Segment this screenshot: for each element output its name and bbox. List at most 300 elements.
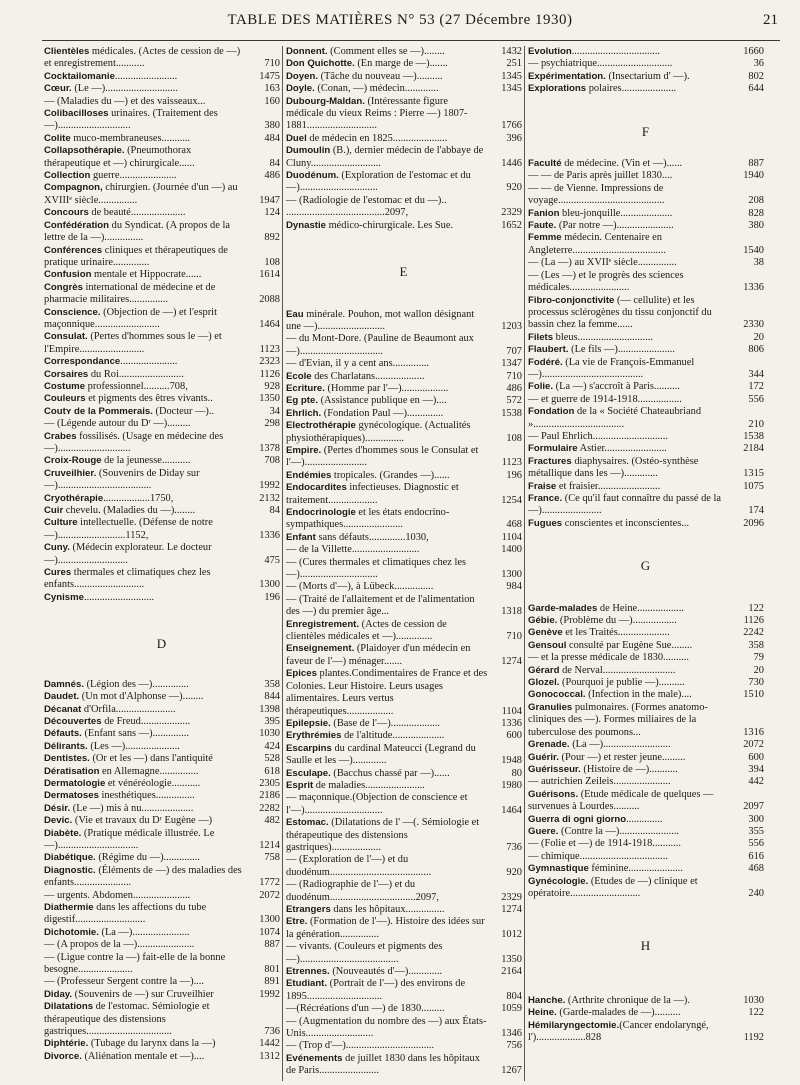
entry-description: (Fondation Paul —).............. [321, 407, 444, 419]
entry-page-number: 468 [506, 519, 522, 531]
entry-description: de médecin en 1825..................... [306, 132, 448, 144]
entry-page-number: 2330 [743, 319, 764, 331]
entry-description: — (Morts d'—), à Lübeck............... [286, 581, 434, 593]
index-entry [44, 1051, 280, 1063]
index-entry [286, 1003, 522, 1015]
index-entry [528, 183, 764, 208]
entry-headword: Crabes [44, 430, 77, 442]
entry-text [286, 371, 522, 383]
entry-page-number: 1510 [743, 689, 764, 701]
entry-page-number: 1300 [259, 914, 280, 926]
entry-text [44, 778, 280, 790]
entry-page-number: 756 [506, 1040, 522, 1052]
entry-text [44, 1051, 280, 1063]
entry-page-number: 2184 [743, 443, 764, 455]
entry-page-number: 844 [264, 691, 280, 703]
entry-page-number: 380 [748, 220, 764, 232]
entry-text [528, 493, 764, 518]
entry-page-number: 1315 [743, 468, 764, 480]
entry-page-number: 1030 [743, 994, 764, 1006]
entry-text [44, 890, 280, 902]
entry-headword: Etrennes. [286, 966, 330, 978]
entry-page-number: 644 [748, 83, 764, 95]
entry-description: (Exploration de l'estomac et du —).............................. [286, 170, 471, 194]
entry-text [528, 1020, 764, 1045]
entry-page-number: 1254 [501, 494, 522, 506]
entry-headword: Evénements [286, 1052, 343, 1064]
entry-headword: Cuny. [44, 542, 70, 554]
entry-description: — psychiatrique............................. [528, 58, 673, 70]
entry-description: — (Professeur Sergent contre la —).... [44, 976, 204, 988]
index-entry [44, 455, 280, 467]
entry-text [286, 1040, 522, 1052]
entry-text [44, 1038, 280, 1050]
entry-text [44, 245, 280, 270]
entry-text [44, 307, 280, 332]
entry-text [44, 108, 280, 133]
index-entry [44, 96, 280, 108]
section-letter: H [640, 938, 652, 954]
index-entry [528, 603, 764, 615]
entry-description: pulmonaires. (Formes anatomo-cliniques des —). Formes miliaires de la tuberculose des poumons... [528, 701, 708, 738]
entry-text [528, 814, 764, 826]
entry-headword: Guérisons. [528, 788, 579, 800]
entry-description: (Bacchus chassé par —)...... [330, 767, 450, 779]
index-entry [528, 443, 764, 455]
spacer [528, 138, 764, 158]
entry-text [528, 640, 764, 652]
entry-description: (Le fils —)...................... [568, 344, 676, 356]
entry-text [286, 743, 522, 768]
entry-text [528, 652, 764, 664]
entry-headword: Divorce. [44, 1050, 82, 1062]
index-entry [44, 356, 280, 368]
entry-page-number: 1126 [259, 368, 280, 380]
entry-description: (Dilatations de l' —(. Sémiologie et thérapeutique des distensions gastriques)................... [286, 817, 480, 853]
entry-page-number: 2072 [743, 739, 764, 751]
spacer [44, 651, 280, 679]
entry-description: de Freud................... [101, 715, 191, 727]
entry-text [44, 989, 280, 1001]
entry-text [528, 776, 764, 788]
index-entry [286, 309, 522, 334]
entry-page-number: 707 [506, 345, 522, 357]
entry-headword: Escarpins [286, 742, 332, 754]
entry-description: muco-membraneuses........... [70, 132, 191, 144]
entry-headword: Diphtérie. [44, 1038, 89, 1050]
entry-headword: Etudiant. [286, 978, 328, 990]
entry-description: — (Cures thermales et climatiques chez les —).............................. [286, 556, 467, 581]
entry-page-number: 2282 [259, 802, 280, 814]
entry-headword: Corsaires [44, 368, 89, 380]
entry-text [528, 394, 764, 406]
entry-text [44, 803, 280, 815]
entry-headword: Eau [286, 308, 304, 320]
index-entry [528, 826, 764, 838]
entry-description: — et guerre de 1914-1918................. [528, 393, 682, 405]
entry-description: — — de Paris après juillet 1830.... [528, 170, 673, 182]
entry-headword: Clientèles [44, 46, 90, 57]
entry-text [44, 331, 280, 356]
entry-page-number: 1992 [259, 988, 280, 1000]
entry-description: — (A propos de la —)...................... [44, 939, 195, 951]
entry-description: ...................... [120, 356, 178, 368]
entry-text [44, 220, 280, 245]
entry-page-number: 36 [753, 58, 764, 70]
index-entry [44, 815, 280, 827]
spacer [528, 530, 764, 560]
index-entry [286, 532, 522, 544]
entry-headword: Fondation [528, 406, 575, 418]
entry-text [528, 344, 764, 356]
entry-text [286, 207, 522, 219]
entry-headword: Eg pte. [286, 395, 318, 407]
entry-description: et fraisier........................ [556, 480, 661, 492]
entry-page-number: 804 [506, 990, 522, 1002]
index-entry [44, 1038, 280, 1050]
entry-text [528, 232, 764, 257]
entry-text [528, 332, 764, 344]
entry-text [44, 145, 280, 170]
entry-description: (Homme par l'—).................. [324, 382, 449, 394]
index-entry [44, 269, 280, 281]
entry-text [528, 220, 764, 232]
entry-page-number: 174 [748, 505, 764, 517]
entry-text [286, 966, 522, 978]
entry-description: — de la Villette.......................... [286, 544, 420, 556]
entry-description: (Garde-malades de —).......... [556, 1007, 681, 1019]
entry-headword: Esculape. [286, 767, 331, 779]
entry-text [528, 702, 764, 739]
entry-description: guerre...................... [90, 170, 177, 182]
entry-text [528, 208, 764, 220]
entry-headword: Devic. [44, 815, 73, 827]
entry-description: (La —)...................... [98, 926, 190, 938]
entry-description: — (Maladies du —) et des vaisseaux... [44, 95, 206, 107]
index-entry [528, 863, 764, 875]
index-entry [528, 406, 764, 431]
entry-page-number: 2329 [501, 207, 522, 219]
entry-description: (Problème du —)................. [557, 615, 677, 627]
index-column-2 [286, 46, 522, 1078]
index-entry [286, 195, 522, 207]
entry-page-number: 710 [506, 370, 522, 382]
page-number: 21 [763, 12, 778, 28]
entry-text [44, 468, 280, 493]
entry-page-number: 887 [748, 158, 764, 170]
entry-description: et les états endocrino-sympathiques....................... [286, 507, 450, 531]
entry-headword: Dermatoses [44, 790, 99, 802]
entry-headword: Diabète. [44, 827, 82, 839]
entry-text [44, 83, 280, 95]
entry-page-number: 1059 [501, 1003, 522, 1015]
entry-description: (Un mot d'Alphonse —)........ [79, 691, 204, 703]
entry-text [528, 257, 764, 269]
entry-headword: Electrothérapie [286, 420, 356, 432]
entry-text [286, 170, 522, 195]
entry-headword: Erythrémies [286, 730, 342, 742]
index-entry [528, 83, 764, 95]
entry-text [44, 493, 280, 505]
entry-page-number: 1980 [501, 779, 522, 791]
entry-description: — vivants. (Couleurs et pigments des —)...................................... [286, 941, 443, 965]
entry-description: (Enfant sans —).............. [81, 728, 189, 740]
entry-headword: Doyen. [286, 70, 318, 82]
entry-text [528, 406, 764, 431]
entry-text [528, 518, 764, 530]
index-entry [286, 879, 522, 904]
entry-page-number: 1940 [743, 170, 764, 182]
index-entry [286, 768, 522, 780]
entry-text [286, 408, 522, 420]
entry-text [286, 420, 522, 445]
entry-page-number: 2305 [259, 777, 280, 789]
entry-page-number: 355 [748, 825, 764, 837]
entry-headword: Hanche. [528, 994, 566, 1006]
index-entry [528, 1020, 764, 1045]
index-entry [286, 470, 522, 482]
running-header [0, 10, 800, 34]
entry-description: minérale. Pouhon, mot wallon désignant une —).......................... [286, 308, 475, 332]
entry-page-number: 710 [264, 58, 280, 70]
entry-page-number: 1538 [743, 430, 764, 442]
entry-description: dans les affections du tube digestif........................... [44, 902, 207, 926]
index-entry [44, 766, 280, 778]
entry-text [528, 1007, 764, 1019]
entry-text [44, 96, 280, 108]
entry-page-number: 736 [506, 841, 522, 853]
entry-page-number: 2323 [259, 356, 280, 368]
entry-page-number: 196 [264, 591, 280, 603]
entry-headword: Colite [44, 132, 71, 144]
entry-headword: Concours [44, 207, 89, 219]
index-entry [286, 730, 522, 742]
entry-text [286, 916, 522, 941]
entry-description: (Assistance publique en —).... [317, 395, 447, 407]
index-entry [286, 978, 522, 1003]
index-entry [528, 357, 764, 382]
entry-text [44, 133, 280, 145]
entry-page-number: 240 [748, 887, 764, 899]
index-entry [44, 790, 280, 802]
index-entry [44, 170, 280, 182]
entry-headword: Fraise [528, 480, 557, 492]
entry-page-number: 84 [269, 157, 280, 169]
entry-text [44, 902, 280, 927]
index-entry [44, 927, 280, 939]
entry-description: — — de Vienne. Impressions de voyage......................................... [528, 182, 665, 207]
entry-description: de beauté..................... [88, 207, 186, 219]
index-entry [44, 369, 280, 381]
entry-headword: Conférences [44, 244, 103, 256]
entry-text [286, 557, 522, 582]
entry-headword: Duel [286, 132, 307, 144]
entry-description: sans défauts..............1030, [315, 531, 429, 543]
entry-description: (Conan, —) médecin............. [314, 83, 439, 95]
entry-page-number: 1347 [501, 358, 522, 370]
entry-description: de maladies....................... [313, 779, 425, 791]
entry-page-number: 358 [748, 639, 764, 651]
index-entry [44, 381, 280, 393]
index-entry [286, 743, 522, 768]
entry-description: — urgents. Abdomen...................... [44, 889, 191, 901]
index-entry [286, 482, 522, 507]
entry-page-number: 2132 [259, 492, 280, 504]
entry-text [44, 282, 280, 307]
entry-headword: Fugues [528, 517, 563, 529]
entry-page-number: 1274 [501, 904, 522, 915]
entry-description: bleus............................. [553, 331, 653, 343]
page-header-title: TABLE DES MATIÈRES N° 53 (27 Décembre 1930) [227, 12, 573, 28]
entry-description: (Tubage du larynx dans la —) [88, 1038, 216, 1050]
entry-description: thermales et climatiques chez les enfants........................... [44, 567, 211, 591]
index-entry [286, 594, 522, 619]
entry-headword: France. [528, 493, 563, 504]
entry-text [528, 851, 764, 863]
index-entry [528, 257, 764, 269]
entry-page-number: 1192 [743, 1032, 764, 1043]
entry-text [44, 207, 280, 219]
entry-text [44, 46, 280, 71]
entry-headword: Cocktailomanie [44, 70, 115, 82]
index-entry [286, 966, 522, 978]
entry-page-number: 84 [269, 505, 280, 517]
entry-page-number: 1318 [501, 606, 522, 618]
entry-description: international de médecine et de pharmacie militaires............... [44, 281, 216, 306]
entry-description: (Pertes d'hommes sous le —) et l'Empire......................... [44, 331, 222, 355]
entry-text [528, 46, 764, 58]
index-entry [44, 418, 280, 430]
entry-page-number: 1464 [501, 804, 522, 816]
index-entry [286, 544, 522, 556]
entry-text [44, 369, 280, 381]
entry-page-number: 20 [753, 331, 764, 343]
entry-page-number: 1772 [259, 877, 280, 889]
entry-text [528, 456, 764, 481]
entry-text [286, 507, 522, 532]
entry-page-number: 758 [264, 852, 280, 864]
entry-page-number: 196 [506, 469, 522, 481]
entry-headword: Enfant [286, 531, 316, 543]
entry-text [528, 838, 764, 850]
entry-headword: Fanion [528, 207, 560, 219]
entry-headword: Diathermie [44, 902, 94, 913]
entry-text [286, 133, 522, 145]
entry-text [44, 406, 280, 418]
entry-description: (Pneumothorax thérapeutique et —) chirurgicale...... [44, 145, 195, 169]
entry-page-number: 1614 [259, 269, 280, 281]
index-entry [286, 718, 522, 730]
entry-headword: Grenade. [528, 739, 570, 751]
entry-text [44, 952, 280, 977]
entry-text [286, 96, 522, 133]
index-entry [286, 83, 522, 95]
entry-page-number: 20 [753, 664, 764, 676]
entry-description: (Portrait de l'—) des environs de 1895............................. [286, 978, 466, 1002]
index-entry [286, 507, 522, 532]
entry-text [44, 939, 280, 951]
index-entry [44, 282, 280, 307]
index-entry [528, 876, 764, 901]
entry-description: ..................1750, [103, 492, 174, 504]
entry-headword: Expérimentation. [528, 70, 606, 82]
entry-description: (Éléments de —) des maladies des enfants...................... [44, 864, 242, 889]
entry-headword: Confusion [44, 269, 92, 281]
entry-description: — (Trop d'—).................................. [286, 1040, 435, 1052]
entry-description: de Nerval............................ [559, 664, 676, 676]
entry-description: (En marge de —)....... [354, 58, 448, 70]
entry-description: ......................................2097, [286, 207, 409, 219]
entry-description: de Heine.................. [597, 602, 684, 614]
entry-headword: Guere. [528, 825, 559, 837]
entry-page-number: 1123 [501, 457, 522, 469]
entry-page-number: 208 [748, 195, 764, 207]
index-entry [286, 170, 522, 195]
entry-page-number: 891 [264, 976, 280, 988]
entry-text [286, 941, 522, 966]
entry-headword: Guérir. [528, 751, 559, 763]
index-entry [286, 395, 522, 407]
index-entry [528, 995, 764, 1007]
entry-text [44, 431, 280, 456]
entry-description: de l'altitude.................... [341, 730, 445, 742]
entry-headword: Cœur. [44, 83, 72, 95]
entry-description: (B.), dernier médecin de l'abbaye de Cluny........................... [286, 145, 484, 169]
entry-headword: Duodénum. [286, 170, 339, 182]
entry-page-number: 1312 [259, 1050, 280, 1062]
entry-page-number: 395 [264, 715, 280, 727]
index-entry [44, 1001, 280, 1038]
entry-page-number: 300 [748, 813, 764, 825]
entry-description: (Le —) mis à nu.................... [70, 802, 194, 814]
entry-description: —(Récréations d'un —) de 1830......... [286, 1003, 445, 1015]
entry-text [44, 517, 280, 542]
entry-page-number: 124 [264, 207, 280, 219]
entry-description: (Plaidoyer d'un médecin en faveur de l'—) ménager....... [286, 643, 471, 667]
column-divider [524, 46, 525, 1081]
entry-headword: Gérard [528, 664, 560, 676]
entry-page-number: 1350 [259, 393, 280, 405]
entry-text [44, 592, 280, 604]
entry-headword: Désir. [44, 802, 71, 814]
entry-headword: Faculté [528, 158, 562, 170]
entry-page-number: 528 [264, 753, 280, 765]
entry-headword: Explorations [528, 83, 587, 95]
index-entry [286, 619, 522, 644]
entry-description: — (Légende autour du Dʳ —)......... [44, 418, 191, 430]
entry-text [286, 718, 522, 730]
entry-description: (Nouveautés d'—)............. [329, 966, 443, 978]
entry-text [528, 443, 764, 455]
entry-text [44, 381, 280, 393]
index-entry [44, 741, 280, 753]
entry-description: — d'Evian, il y a cent ans.............. [286, 358, 429, 370]
entry-text [286, 58, 522, 70]
index-entry [528, 394, 764, 406]
entry-headword: Culture [44, 517, 78, 529]
entry-text [286, 333, 522, 358]
entry-page-number: 1336 [259, 529, 280, 541]
index-entry [528, 739, 764, 751]
index-entry [528, 493, 764, 518]
entry-headword: Colibacilloses [44, 108, 109, 120]
index-entry [44, 939, 280, 951]
index-entry [528, 702, 764, 739]
entry-description: (Par notre —)...................... [556, 220, 674, 232]
entry-text [286, 730, 522, 742]
entry-description: (La —).......................... [569, 739, 671, 751]
entry-page-number: 1538 [501, 407, 522, 419]
